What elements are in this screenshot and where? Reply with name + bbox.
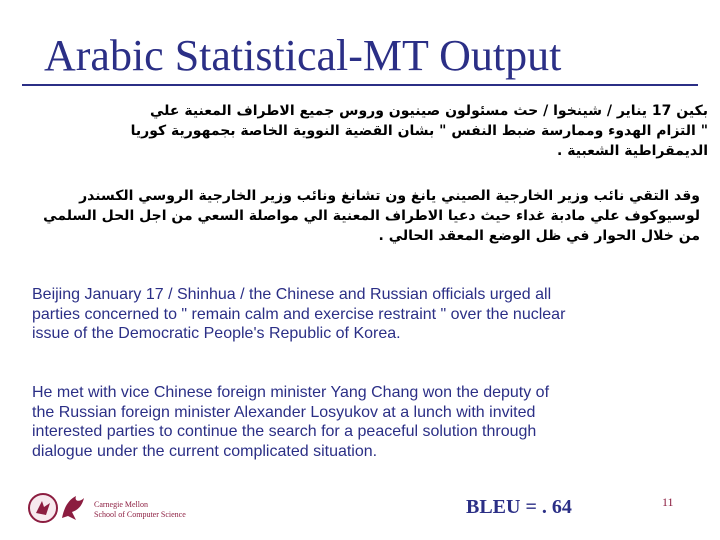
- arabic-paragraph-1: [20, 101, 708, 161]
- english-paragraph-1: [32, 285, 692, 344]
- arabic-paragraph-2-line-1: وقد التقي نائب وزير الخارجية الصيني يانغ ون تشانغ ونائب وزير الخارجية الروسي الكسندر: [79, 188, 700, 204]
- arabic-paragraph-1-line-3: الديمقراطية الشعبية .: [557, 143, 708, 159]
- english-paragraph-2-line-2: the Russian foreign minister Alexander Losyukov at a lunch with invited: [32, 403, 536, 421]
- english-paragraph-1-line-2: parties concerned to " remain calm and exercise restraint " over the nuclear: [32, 305, 566, 323]
- slide-title: Arabic Statistical-MT Output: [44, 31, 562, 80]
- english-paragraph-1-line-3: issue of the Democratic People's Republic of Korea.: [32, 325, 401, 342]
- arabic-paragraph-1-line-1: بكين 17 يناير / شينخوا / حث مسئولون صينيون وروس جميع الاطراف المعنية علي: [150, 103, 708, 119]
- institution-line-1: Carnegie Mellon: [94, 500, 148, 509]
- cmu-seal-icon: [28, 493, 58, 523]
- arabic-paragraph-2: [40, 186, 700, 246]
- english-paragraph-2: [32, 383, 692, 461]
- arabic-paragraph-1-line-2: " التزام الهدوء وممارسة ضبط النفس " بشان القضية النووية الخاصة بجمهورية كوريا: [130, 123, 708, 139]
- institution-line-2: School of Computer Science: [94, 510, 186, 519]
- page-number: 11: [662, 495, 674, 509]
- english-paragraph-2-line-1: He met with vice Chinese foreign minister Yang Chang won the deputy of: [32, 384, 550, 401]
- arabic-paragraph-2-line-2: لوسيوكوف علي مادبة غداء حيث دعيا الاطراف المعنية الي مواصلة السعي من اجل الحل السلمي: [43, 208, 700, 224]
- griffin-mascot-icon: [58, 490, 88, 524]
- english-paragraph-1-line-1: Beijing January 17 / Shinhua / the Chinese and Russian officials urged all: [32, 286, 552, 303]
- english-paragraph-2-line-4: dialogue under the current complicated situation.: [32, 442, 378, 460]
- title-divider: [22, 84, 698, 86]
- english-paragraph-2-line-3: interested parties to continue the search for a peaceful solution through: [32, 423, 537, 440]
- institution-label: [94, 500, 214, 520]
- arabic-paragraph-2-line-3: من خلال الحوار في ظل الوضع المعقد الحالي .: [378, 228, 700, 244]
- bleu-score: BLEU = . 64: [466, 496, 572, 518]
